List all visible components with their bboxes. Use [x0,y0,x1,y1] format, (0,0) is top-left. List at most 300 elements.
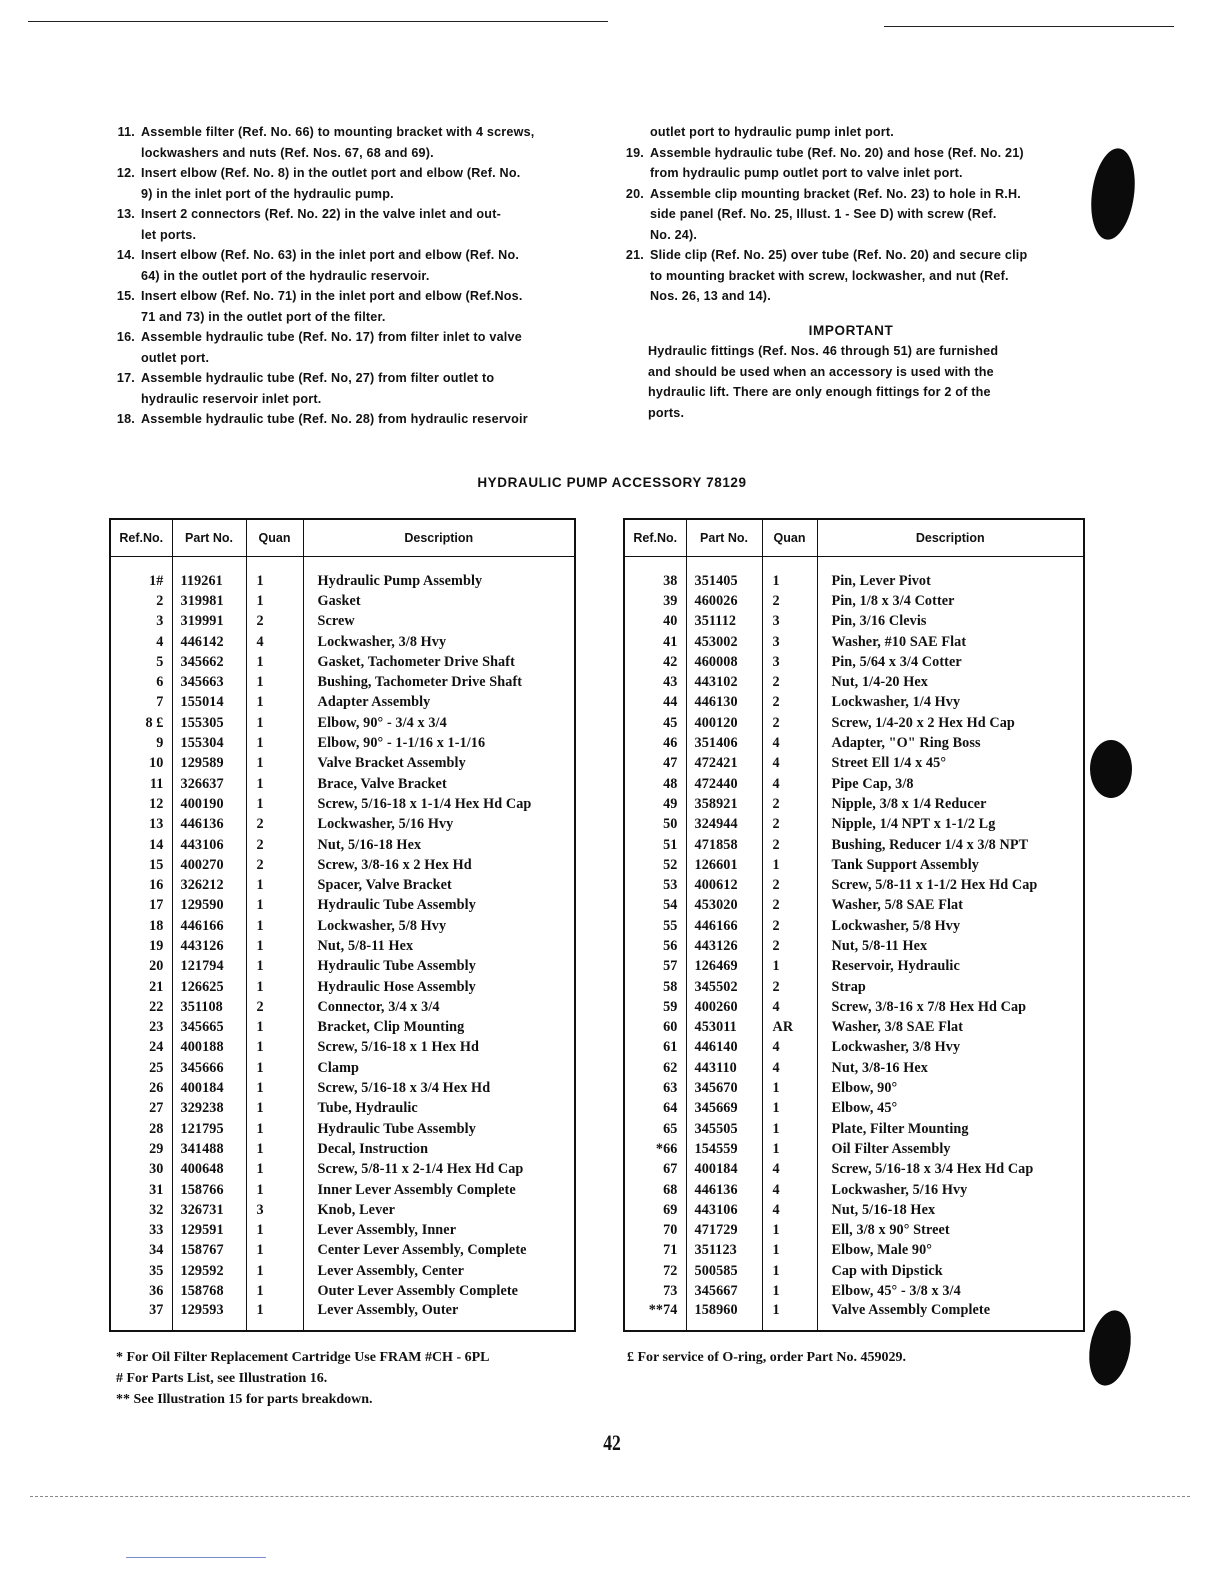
part-no-cell: 341488 [172,1139,246,1159]
table-row [624,1160,1084,1180]
table-row [110,652,575,672]
step-number: 11. [117,125,135,139]
part-no-cell: 400648 [172,1160,246,1180]
part-no-cell: 351406 [686,733,762,753]
quantity-cell: 1 [246,774,303,794]
table-row [110,1160,575,1180]
description-cell: Gasket, Tachometer Drive Shaft [303,652,575,672]
ref-no-cell: 16 [110,875,172,895]
quantity-cell: 2 [246,835,303,855]
col-header-ref: Ref.No. [110,519,172,557]
part-no-cell: 460008 [686,652,762,672]
table-row [624,774,1084,794]
table-row [624,997,1084,1017]
description-cell: Screw, 5/16-18 x 1 Hex Hd [303,1038,575,1058]
quantity-cell: 1 [246,875,303,895]
description-cell: Lever Assembly, Inner [303,1221,575,1241]
step-line: from hydraulic pump outlet port to valve inlet port. [650,166,963,180]
description-cell: Lockwasher, 3/8 Hvy [303,632,575,652]
description-cell: Oil Filter Assembly [817,1139,1084,1159]
part-no-cell: 326637 [172,774,246,794]
table-row [624,957,1084,977]
part-no-cell: 500585 [686,1261,762,1281]
part-no-cell: 400270 [172,855,246,875]
description-cell: Clamp [303,1058,575,1078]
quantity-cell: 2 [762,936,817,956]
table-row [624,1038,1084,1058]
part-no-cell: 443102 [686,672,762,692]
step-text [650,184,1086,246]
part-no-cell: 158960 [686,1302,762,1331]
spacer-cell [817,557,1084,572]
table-row [110,733,575,753]
table-row [624,1018,1084,1038]
ref-no-cell: 42 [624,652,686,672]
table-row [624,1281,1084,1301]
description-cell: Washer, 3/8 SAE Flat [817,1018,1084,1038]
quantity-cell: 1 [246,571,303,591]
ref-no-cell: 27 [110,1099,172,1119]
table-row [624,571,1084,591]
top-rule-left [28,21,608,22]
part-no-cell: 158766 [172,1180,246,1200]
ref-no-cell: 49 [624,794,686,814]
table-row [110,713,575,733]
spacer-row [110,557,575,572]
part-no-cell: 345665 [172,1018,246,1038]
step-line: Assemble hydraulic tube (Ref. No, 27) from filter outlet to [141,371,495,385]
col-header-quan: Quan [762,519,817,557]
part-no-cell: 446140 [686,1038,762,1058]
section-title: HYDRAULIC PUMP ACCESSORY 78129 [477,475,747,490]
instruction-step [107,327,585,368]
instruction-step [107,368,585,409]
description-cell: Strap [817,977,1084,997]
quantity-cell: 4 [762,774,817,794]
ref-no-cell: 46 [624,733,686,753]
instructions-right-column [616,122,1086,423]
quantity-cell: 1 [762,1221,817,1241]
step-text [141,327,585,368]
table-row [624,754,1084,774]
table-row [110,977,575,997]
step-number: 14. [116,248,135,262]
table-row [110,571,575,591]
table-row [110,1221,575,1241]
ref-no-cell: 38 [624,571,686,591]
description-cell: Pin, Lever Pivot [817,571,1084,591]
important-heading: IMPORTANT [808,322,894,338]
description-cell: Screw, 5/8-11 x 1-1/2 Hex Hd Cap [817,875,1084,895]
part-no-cell: 446166 [686,916,762,936]
ref-no-cell: 29 [110,1139,172,1159]
step-text [141,245,585,286]
description-cell: Lockwasher, 3/8 Hvy [817,1038,1084,1058]
quantity-cell: 1 [762,855,817,875]
quantity-cell: 1 [246,693,303,713]
instructions-right-list [616,143,1086,307]
hole-punch-mark [1090,740,1132,798]
part-no-cell: 345662 [172,652,246,672]
parts-table-left-body [110,557,575,1331]
table-row [624,835,1084,855]
table-header-row [624,519,1084,557]
ref-no-cell: 65 [624,1119,686,1139]
description-cell: Elbow, 45° - 3/8 x 3/4 [817,1281,1084,1301]
table-row [624,733,1084,753]
footnote-breakdown: ** See Illustration 15 for parts breakdown. [116,1392,373,1407]
part-no-cell: 326731 [172,1200,246,1220]
table-row [110,1038,575,1058]
part-no-cell: 324944 [686,815,762,835]
part-no-cell: 446166 [172,916,246,936]
ref-no-cell: 45 [624,713,686,733]
quantity-cell: 1 [762,957,817,977]
important-line: ports. [648,405,685,420]
spacer-cell [110,557,172,572]
part-no-cell: 400120 [686,713,762,733]
part-no-cell: 453020 [686,896,762,916]
step-number: 17. [116,371,135,385]
step-line: 64) in the outlet port of the hydraulic reservoir. [141,268,430,283]
part-no-cell: 443110 [686,1058,762,1078]
ref-no-cell: 15 [110,855,172,875]
part-no-cell: 345667 [686,1281,762,1301]
ref-no-cell: 64 [624,1099,686,1119]
quantity-cell: 1 [246,591,303,611]
step-text [141,122,585,163]
part-no-cell: 453002 [686,632,762,652]
ref-no-cell: 44 [624,693,686,713]
part-no-cell: 351405 [686,571,762,591]
spacer-cell [172,557,246,572]
quantity-cell: 4 [762,1200,817,1220]
quantity-cell: 1 [246,733,303,753]
description-cell: Bracket, Clip Mounting [303,1018,575,1038]
step-text [650,245,1086,307]
part-no-cell: 471858 [686,835,762,855]
description-cell: Tank Support Assembly [817,855,1084,875]
description-cell: Nipple, 3/8 x 1/4 Reducer [817,794,1084,814]
table-row [110,815,575,835]
table-row [624,1139,1084,1159]
ref-no-cell: 8 £ [110,713,172,733]
part-no-cell: 158767 [172,1241,246,1261]
quantity-cell: 1 [246,1241,303,1261]
footnotes-left [116,1347,596,1410]
table-row [110,632,575,652]
table-row [110,1180,575,1200]
instruction-step [107,204,585,245]
part-no-cell: 329238 [172,1099,246,1119]
description-cell: Valve Bracket Assembly [303,754,575,774]
description-cell: Lockwasher, 5/16 Hvy [303,815,575,835]
description-cell: Spacer, Valve Bracket [303,875,575,895]
ref-no-cell: 12 [110,794,172,814]
step-line: Assemble hydraulic tube (Ref. No. 17) from filter inlet to valve [141,330,522,344]
ref-no-cell: 51 [624,835,686,855]
part-no-cell: 129592 [172,1261,246,1281]
ref-no-cell: 19 [110,936,172,956]
step-number: 21. [625,248,644,262]
quantity-cell: 2 [762,916,817,936]
description-cell: Lever Assembly, Center [303,1261,575,1281]
table-row [110,916,575,936]
step-line: Insert elbow (Ref. No. 8) in the outlet port and elbow (Ref. No. [141,166,521,180]
table-row [624,1058,1084,1078]
quantity-cell: 1 [246,1180,303,1200]
ref-no-cell: 3 [110,612,172,632]
table-row [110,855,575,875]
ref-no-cell: 68 [624,1180,686,1200]
ref-no-cell: 22 [110,997,172,1017]
step-number: 16. [116,330,135,344]
ref-no-cell: 30 [110,1160,172,1180]
ref-no-cell: 36 [110,1281,172,1301]
step-line: Assemble hydraulic tube (Ref. No. 20) and hose (Ref. No. 21) [650,145,1024,160]
quantity-cell: 1 [246,1221,303,1241]
description-cell: Center Lever Assembly, Complete [303,1241,575,1261]
quantity-cell: 4 [762,1058,817,1078]
quantity-cell: 3 [246,1200,303,1220]
table-row [110,754,575,774]
quantity-cell: 2 [762,794,817,814]
instruction-step [107,245,585,286]
description-cell: Screw, 5/16-18 x 3/4 Hex Hd Cap [817,1160,1084,1180]
parts-table-right-body [624,557,1084,1331]
description-cell: Screw, 1/4-20 x 2 Hex Hd Cap [817,713,1084,733]
table-row [110,672,575,692]
instruction-step [107,122,585,163]
step-line: Nos. 26, 13 and 14). [650,289,771,303]
ref-no-cell: 4 [110,632,172,652]
ref-no-cell: 57 [624,957,686,977]
quantity-cell: 3 [762,632,817,652]
description-cell: Inner Lever Assembly Complete [303,1180,575,1200]
col-header-description: Description [303,519,575,557]
table-row [110,1241,575,1261]
step-text [141,368,585,409]
description-cell: Screw, 3/8-16 x 2 Hex Hd [303,855,575,875]
part-no-cell: 446136 [686,1180,762,1200]
step-line: Assemble clip mounting bracket (Ref. No. 23) to hole in R.H. [650,186,1021,201]
part-no-cell: 471729 [686,1221,762,1241]
description-cell: Tube, Hydraulic [303,1099,575,1119]
part-no-cell: 400190 [172,794,246,814]
table-row [110,1058,575,1078]
table-row [624,713,1084,733]
table-row [110,591,575,611]
description-cell: Bushing, Reducer 1/4 x 3/8 NPT [817,835,1084,855]
instruction-step [616,143,1086,184]
table-row [624,591,1084,611]
step-number: 12. [116,166,135,180]
step-line: outlet port. [141,350,210,365]
step-number: 13. [116,207,135,221]
quantity-cell: 2 [762,875,817,895]
table-row [624,1078,1084,1098]
instruction-continuation: outlet port to hydraulic pump inlet port. [650,125,894,139]
parts-table-right [623,518,1085,1332]
instruction-step [616,245,1086,307]
quantity-cell: 1 [762,1281,817,1301]
description-cell: Nut, 5/8-11 Hex [817,936,1084,956]
ref-no-cell: 9 [110,733,172,753]
quantity-cell: 1 [246,1018,303,1038]
ref-no-cell: 73 [624,1281,686,1301]
table-row [110,1261,575,1281]
important-note [616,341,1086,423]
ref-no-cell: 56 [624,936,686,956]
table-row [110,835,575,855]
ref-no-cell: 33 [110,1221,172,1241]
quantity-cell: 1 [246,977,303,997]
footnote-right: £ For service of O-ring, order Part No. 459029. [627,1350,907,1365]
quantity-cell: 1 [246,1160,303,1180]
part-no-cell: 453011 [686,1018,762,1038]
step-line: let ports. [141,227,197,242]
step-number: 18. [116,412,135,426]
step-line: hydraulic reservoir inlet port. [141,391,322,406]
instruction-step [107,163,585,204]
step-line: Insert 2 connectors (Ref. No. 22) in the valve inlet and out- [141,207,501,221]
table-row [110,693,575,713]
description-cell: Screw [303,612,575,632]
step-number: 19. [625,145,644,160]
part-no-cell: 446130 [686,693,762,713]
table-row [624,1302,1084,1331]
table-row [624,1221,1084,1241]
step-line: to mounting bracket with screw, lockwasher, and nut (Ref. [650,268,1009,283]
description-cell: Bushing, Tachometer Drive Shaft [303,672,575,692]
col-header-description: Description [817,519,1084,557]
part-no-cell: 472440 [686,774,762,794]
part-no-cell: 126625 [172,977,246,997]
quantity-cell: 4 [762,733,817,753]
quantity-cell: 1 [246,1038,303,1058]
quantity-cell: 3 [762,652,817,672]
description-cell: Elbow, 90° - 1-1/16 x 1-1/16 [303,733,575,753]
table-row [624,632,1084,652]
step-line: No. 24). [650,227,698,242]
ref-no-cell: 34 [110,1241,172,1261]
ref-no-cell: 7 [110,693,172,713]
quantity-cell: 2 [762,896,817,916]
part-no-cell: 351123 [686,1241,762,1261]
quantity-cell: 4 [762,1038,817,1058]
ref-no-cell: 32 [110,1200,172,1220]
ref-no-cell: 23 [110,1018,172,1038]
table-row [110,957,575,977]
ref-no-cell: 18 [110,916,172,936]
description-cell: Screw, 5/16-18 x 1-1/4 Hex Hd Cap [303,794,575,814]
part-no-cell: 326212 [172,875,246,895]
part-no-cell: 443106 [686,1200,762,1220]
description-cell: Hydraulic Tube Assembly [303,1119,575,1139]
description-cell: Reservoir, Hydraulic [817,957,1084,977]
ref-no-cell: 53 [624,875,686,895]
quantity-cell: 1 [762,571,817,591]
quantity-cell: 1 [246,1281,303,1301]
part-no-cell: 345502 [686,977,762,997]
table-row [110,997,575,1017]
part-no-cell: 119261 [172,571,246,591]
instruction-step [107,409,585,430]
part-no-cell: 345670 [686,1078,762,1098]
ref-no-cell: 17 [110,896,172,916]
part-no-cell: 158768 [172,1281,246,1301]
ref-no-cell: 63 [624,1078,686,1098]
part-no-cell: 345666 [172,1058,246,1078]
description-cell: Street Ell 1/4 x 45° [817,754,1084,774]
quantity-cell: 1 [246,794,303,814]
table-row [110,1281,575,1301]
important-line: and should be used when an accessory is used with the [648,364,994,379]
spacer-cell [624,557,686,572]
part-no-cell: 345669 [686,1099,762,1119]
table-row [110,1200,575,1220]
part-no-cell: 400184 [172,1078,246,1098]
quantity-cell: 2 [762,835,817,855]
part-no-cell: 129589 [172,754,246,774]
col-header-ref: Ref.No. [624,519,686,557]
step-text [141,163,585,204]
bottom-link-line [126,1557,266,1558]
part-no-cell: 126469 [686,957,762,977]
part-no-cell: 400612 [686,875,762,895]
ref-no-cell: 47 [624,754,686,774]
instructions-left-column [107,122,585,430]
table-row [624,652,1084,672]
quantity-cell: 1 [246,916,303,936]
part-no-cell: 155014 [172,693,246,713]
spacer-cell [246,557,303,572]
part-no-cell: 319991 [172,612,246,632]
quantity-cell: 1 [246,1139,303,1159]
part-no-cell: 400184 [686,1160,762,1180]
quantity-cell: 2 [246,855,303,875]
description-cell: Adapter, "O" Ring Boss [817,733,1084,753]
table-row [110,774,575,794]
description-cell: Brace, Valve Bracket [303,774,575,794]
table-row [624,693,1084,713]
step-line: Slide clip (Ref. No. 25) over tube (Ref. No. 20) and secure clip [650,248,1028,262]
quantity-cell: 1 [762,1139,817,1159]
ref-no-cell: 54 [624,896,686,916]
description-cell: Nipple, 1/4 NPT x 1-1/2 Lg [817,815,1084,835]
part-no-cell: 446136 [172,815,246,835]
description-cell: Elbow, Male 90° [817,1241,1084,1261]
description-cell: Nut, 5/16-18 Hex [303,835,575,855]
step-line: Insert elbow (Ref. No. 63) in the inlet port and elbow (Ref. No. [141,248,520,262]
page-number: 42 [603,1430,621,1455]
description-cell: Connector, 3/4 x 3/4 [303,997,575,1017]
quantity-cell: 1 [762,1241,817,1261]
step-line: side panel (Ref. No. 25, Illust. 1 - See D) with screw (Ref. [650,207,997,221]
quantity-cell: 1 [762,1302,817,1331]
ref-no-cell: 25 [110,1058,172,1078]
step-line: Insert elbow (Ref. No. 71) in the inlet port and elbow (Ref.Nos. [141,289,523,303]
table-row [110,896,575,916]
footnote-oil-filter: * For Oil Filter Replacement Cartridge Use FRAM #CH - 6PL [116,1350,490,1365]
quantity-cell: 4 [762,1180,817,1200]
hole-punch-mark [1084,1307,1137,1389]
ref-no-cell: 58 [624,977,686,997]
parts-table-left [109,518,576,1332]
quantity-cell: 3 [762,612,817,632]
description-cell: Knob, Lever [303,1200,575,1220]
description-cell: Elbow, 45° [817,1099,1084,1119]
